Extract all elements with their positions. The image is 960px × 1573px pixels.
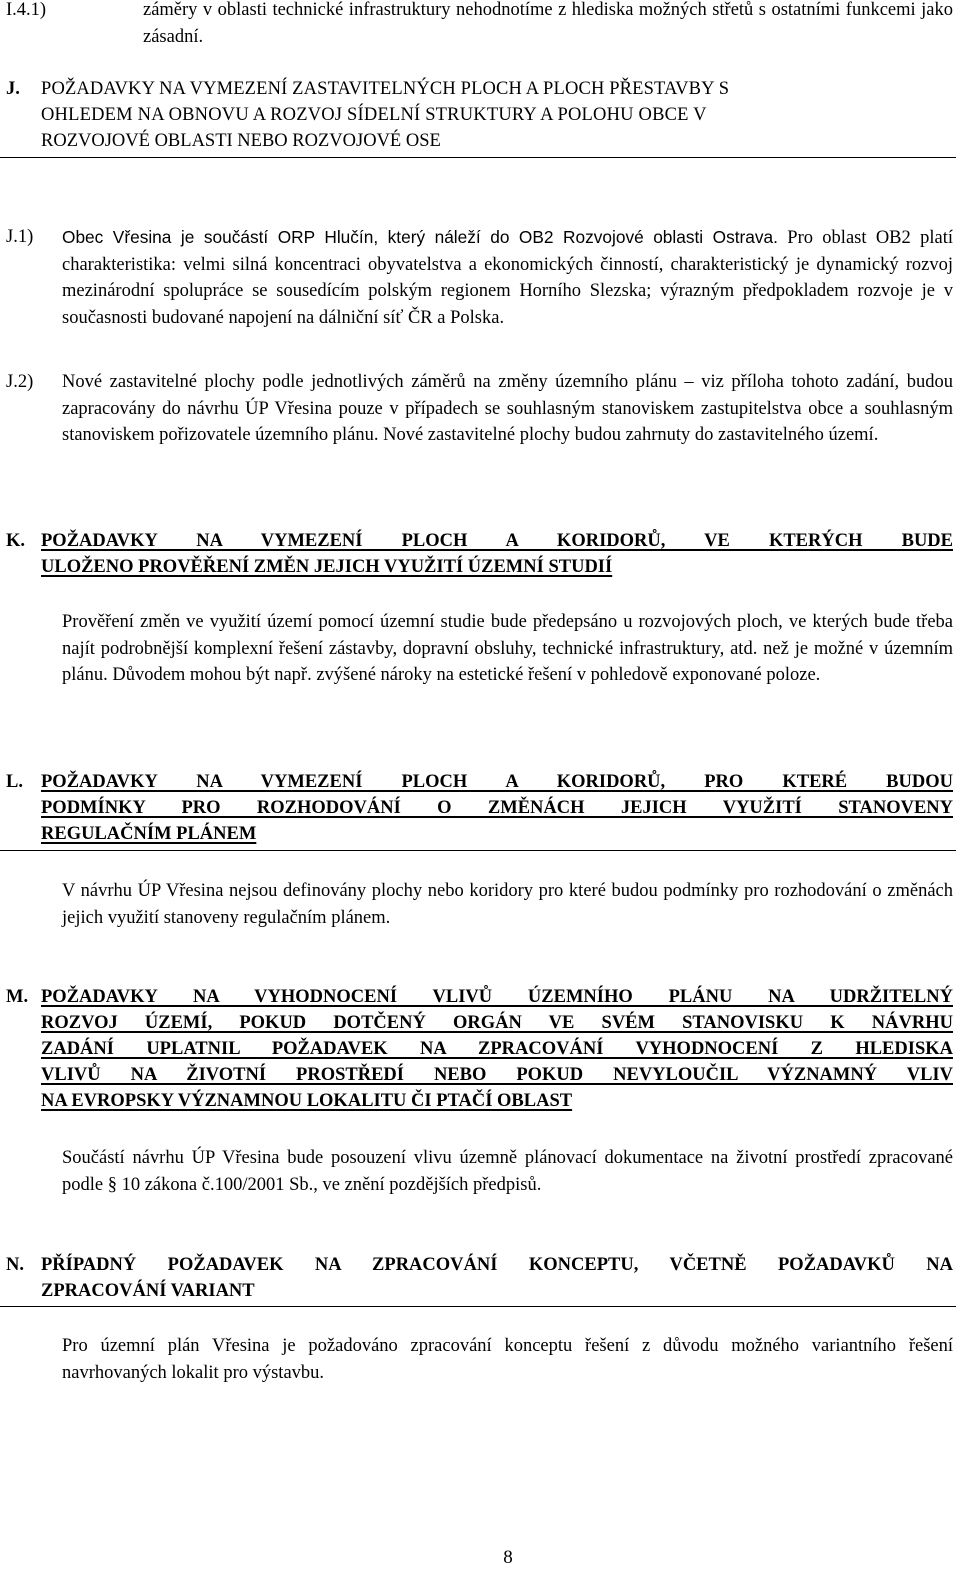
section-m-title-line1: POŽADAVKY NA VYHODNOCENÍ VLIVŮ ÚZEMNÍHO PLÁNU NA UDRŽITELNÝ bbox=[41, 987, 953, 1007]
page-number: 8 bbox=[503, 1547, 513, 1568]
section-k-letter: K. bbox=[6, 531, 26, 551]
section-n-title-line1: PŘÍPADNÝ POŽADAVEK NA ZPRACOVÁNÍ KONCEPTU, VČETNĚ POŽADAVKŮ NA bbox=[41, 1255, 953, 1275]
section-n-rule bbox=[0, 1306, 956, 1307]
section-m-text: Součástí návrhu ÚP Vřesina bude posouzení vlivu územně plánovací dokumentace na životní prostředí zpracované podle § 10 zákona č.100/2001 Sb., ve znění pozdějších předpisů. bbox=[62, 1148, 953, 1195]
item-j1-body: Pro oblast OB2 platí charakteristika: velmi silná koncentraci obyvatelstva a ekonomických činností, charakteristický je dynamický rozvoj mezinárodní spolupráce se sousedícím polským regionem Horního Slezska; výrazným předpokladem rozvoje je v současnosti budované napojení na dálniční síť ČR a Polska. bbox=[62, 228, 953, 328]
section-l-title-line2: PODMÍNKY PRO ROZHODOVÁNÍ O ZMĚNÁCH JEJICH VYUŽITÍ STANOVENY bbox=[41, 798, 953, 818]
section-n-letter: N. bbox=[6, 1255, 24, 1275]
section-m-title-line4: VLIVŮ NA ŽIVOTNÍ PROSTŘEDÍ NEBO POKUD NEVYLOUČIL VÝZNAMNÝ VLIV bbox=[41, 1065, 953, 1085]
item-i41-text: záměry v oblasti technické infrastruktury nehodnotíme z hlediska možných střetů s ostatními funkcemi jako zásadní. bbox=[143, 0, 953, 47]
section-m-title-line2: ROZVOJ ÚZEMÍ, POKUD DOTČENÝ ORGÁN VE SVÉM STANOVISKU K NÁVRHU bbox=[41, 1013, 953, 1033]
section-l-title-line1: POŽADAVKY NA VYMEZENÍ PLOCH A KORIDORŮ, PRO KTERÉ BUDOU bbox=[41, 772, 953, 792]
item-j1-text bbox=[62, 224, 953, 331]
item-j2-text: Nové zastavitelné plochy podle jednotlivých záměrů na změny územního plánu – viz příloha tohoto zadání, budou zapracovány do návrhu ÚP Vřesina pouze v případech se souhlasným stanoviskem zastupitelstva obce a souhlasným stanoviskem pořizovatele územního plánu. Nové zastavitelné plochy budou zahrnuty do zastavitelného území. bbox=[62, 372, 953, 445]
section-m-title-line3: ZADÁNÍ UPLATNIL POŽADAVEK NA ZPRACOVÁNÍ VYHODNOCENÍ Z HLEDISKA bbox=[41, 1039, 953, 1059]
item-i41-number: I.4.1) bbox=[6, 0, 47, 20]
section-l-text: V návrhu ÚP Vřesina nejsou definovány plochy nebo koridory pro které budou podmínky pro rozhodování o změnách jejich využití stanoveny regulačním plánem. bbox=[62, 881, 953, 928]
section-k-title-line2: ULOŽENO PROVĚŘENÍ ZMĚN JEJICH VYUŽITÍ ÚZEMNÍ STUDIÍ bbox=[41, 557, 613, 577]
section-m-letter: M. bbox=[6, 987, 29, 1007]
section-l-rule bbox=[0, 850, 956, 851]
section-j-rule bbox=[0, 157, 956, 158]
item-j1-number: J.1) bbox=[6, 227, 34, 247]
section-j-title-line1: POŽADAVKY NA VYMEZENÍ ZASTAVITELNÝCH PLOCH A PLOCH PŘESTAVBY S bbox=[41, 79, 730, 99]
section-m-title-line5: NA EVROPSKY VÝZNAMNOU LOKALITU ČI PTAČÍ OBLAST bbox=[41, 1091, 573, 1111]
item-j2-number: J.2) bbox=[6, 372, 34, 392]
item-j1-lead: Obec Vřesina je součástí ORP Hlučín, který náleží do OB2 Rozvojové oblasti Ostrava. bbox=[62, 227, 778, 247]
section-j-letter: J. bbox=[6, 79, 20, 99]
section-j-title bbox=[41, 76, 953, 103]
section-l-title-line3: REGULAČNÍM PLÁNEM bbox=[41, 824, 257, 844]
section-j-title-line2: OHLEDEM NA OBNOVU A ROZVOJ SÍDELNÍ STRUKTURY A POLOHU OBCE V bbox=[41, 105, 707, 125]
section-k-text: Prověření změn ve využití území pomocí územní studie bude předepsáno u rozvojových ploch, ve kterých bude třeba najít podrobnější komplexní řešení zástavby, dopravní obsluhy, technické infrastruktury, atd. než je možné v územním plánu. Důvodem mohou být např. zvýšené nároky na estetické řešení v pohledově exponované poloze. bbox=[62, 612, 953, 685]
section-n-title-line2: ZPRACOVÁNÍ VARIANT bbox=[41, 1281, 255, 1301]
section-n-text: Pro územní plán Vřesina je požadováno zpracování konceptu řešení z důvodu možného variantního řešení navrhovaných lokalit pro výstavbu. bbox=[62, 1336, 953, 1383]
section-j-title-line3: ROZVOJOVÉ OBLASTI NEBO ROZVOJOVÉ OSE bbox=[41, 131, 441, 151]
section-l-letter: L. bbox=[6, 772, 23, 792]
section-k-title-line1: POŽADAVKY NA VYMEZENÍ PLOCH A KORIDORŮ, VE KTERÝCH BUDE bbox=[41, 531, 953, 551]
